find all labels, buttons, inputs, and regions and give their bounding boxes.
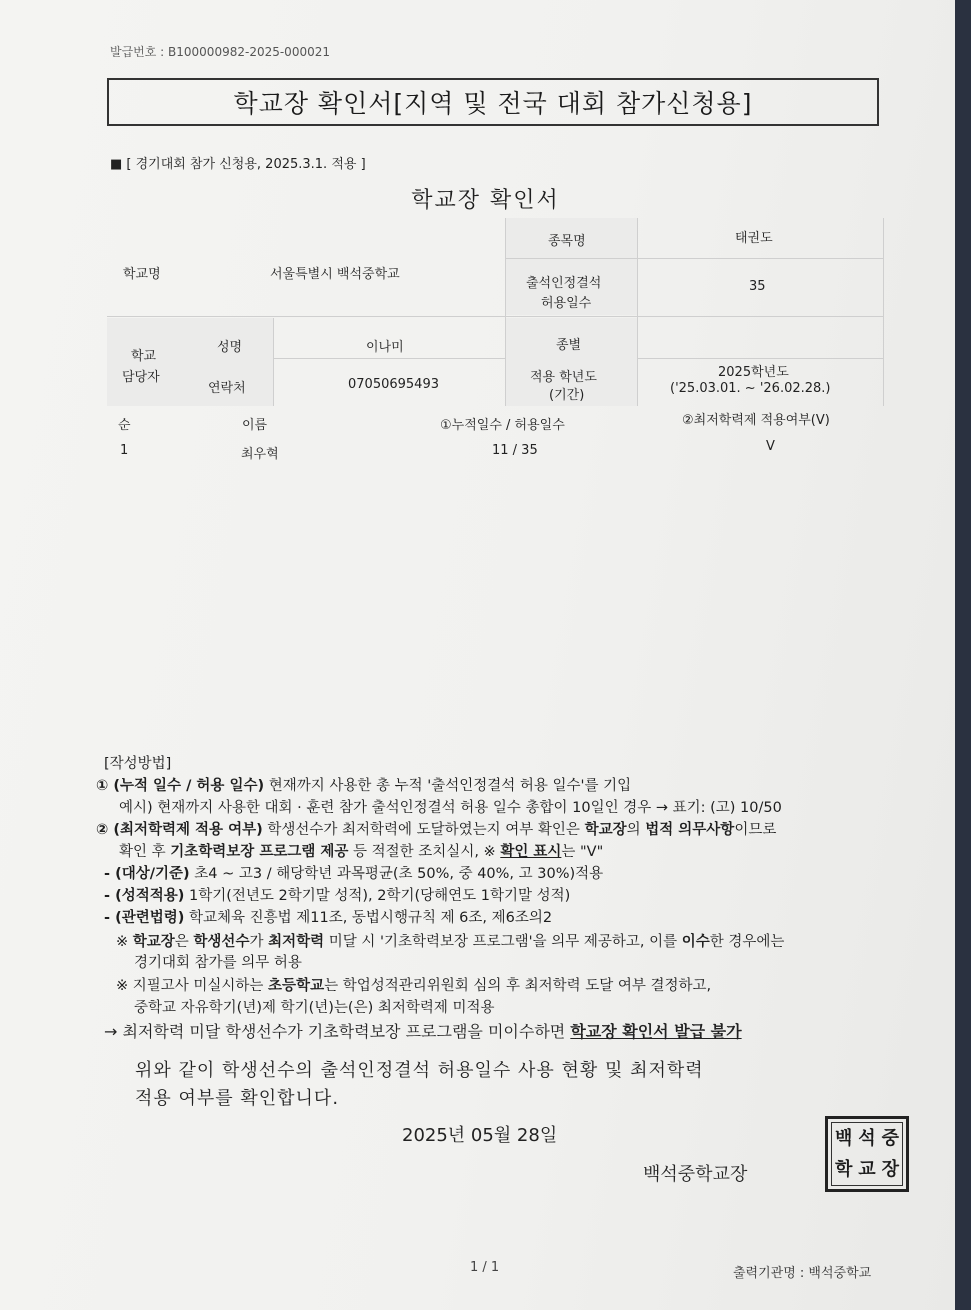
type-label: 종별 xyxy=(556,338,582,353)
form-title: 학교장 확인서 xyxy=(411,188,560,213)
instruction-line-5: - (대상/기준) 초4 ~ 고3 / 해당학년 과목평균(초 50%, 중 40%, 고 30%)적용 xyxy=(104,866,604,882)
attendance-label-1: 출석인정결석 xyxy=(526,276,602,291)
instruction-line-3: ② (최저학력제 적용 여부) 학생선수가 최저학력에 도달하였는지 여부 확인은 학교장의 법적 의무사항이므로 xyxy=(96,822,777,838)
category-line: ■ [ 경기대회 참가 신청용, 2025.3.1. 적용 ] xyxy=(110,157,366,172)
header-name: 이름 xyxy=(242,418,268,433)
attendance-value: 35 xyxy=(749,279,766,294)
year-label-1: 적용 학년도 xyxy=(530,370,597,385)
instruction-line-10: ※ 지필고사 미실시하는 초등학교는 학업성적관리위원회 심의 후 최저학력 도달 여부 결정하고, xyxy=(116,978,712,994)
school-name-value: 서울특별시 백석중학교 xyxy=(270,267,400,282)
confirm-text-1: 위와 같이 학생선수의 출석인정결석 허용일수 사용 현황 및 최저학력 xyxy=(135,1060,704,1081)
instruction-line-8: ※ 학교장은 학생선수가 최저학력 미달 시 '기초학력보장 프로그램'을 의무 제공하고, 이를 이수한 경우에는 xyxy=(116,934,785,950)
contact-value: 07050695493 xyxy=(348,377,439,392)
issue-number: 발급번호 : B100000982-2025-000021 xyxy=(110,45,330,59)
issue-date: 2025년 05월 28일 xyxy=(402,1125,558,1146)
instructions-heading: [작성방법] xyxy=(104,756,172,772)
school-name-label: 학교명 xyxy=(123,267,161,282)
sport-value: 태권도 xyxy=(735,231,773,246)
manager-label-2: 담당자 xyxy=(122,370,160,385)
instruction-line-9: 경기대회 참가를 의무 허용 xyxy=(134,955,302,971)
year-value-2: ('25.03.01. ~ '26.02.28.) xyxy=(670,381,831,396)
page-number: 1 / 1 xyxy=(470,1260,500,1275)
table-row-name: 최우혁 xyxy=(241,447,279,462)
year-value-1: 2025학년도 xyxy=(718,365,789,380)
attendance-label-2: 허용일수 xyxy=(541,296,592,311)
table-row-days: 11 / 35 xyxy=(492,443,538,458)
confirm-text-2: 적용 여부를 확인합니다. xyxy=(135,1088,340,1109)
instruction-line-2: 예시) 현재까지 사용한 대회 · 훈련 참가 출석인정결석 허용 일수 총합이 10일인 경우 → 표기: (고) 10/50 xyxy=(119,800,782,816)
instruction-line-11: 중학교 자유학기(년)제 학기(년)는(은) 최저학력제 미적용 xyxy=(134,1000,495,1016)
name-label: 성명 xyxy=(217,340,243,355)
official-seal-icon: 백 석 중 학 교 장 xyxy=(825,1116,909,1192)
contact-label: 연락처 xyxy=(208,381,246,396)
name-value: 이나미 xyxy=(366,340,404,355)
instruction-line-12: → 최저학력 미달 학생선수가 기초학력보장 프로그램을 미이수하면 학교장 확인서 발급 불가 xyxy=(104,1022,742,1041)
header-days: ①누적일수 / 허용일수 xyxy=(440,418,565,433)
output-organization: 출력기관명 : 백석중학교 xyxy=(733,1266,872,1281)
principal-name: 백석중학교장 xyxy=(643,1164,748,1185)
header-index: 순 xyxy=(118,418,131,433)
document-title: 학교장 확인서[지역 및 전국 대회 참가신청용] xyxy=(107,78,879,126)
table-row-check: V xyxy=(766,439,775,454)
table-row-index: 1 xyxy=(120,443,129,458)
header-min-academic: ②최저학력제 적용여부(V) xyxy=(682,413,830,428)
manager-label-1: 학교 xyxy=(131,349,157,364)
instruction-line-1: ① (누적 일수 / 허용 일수) 현재까지 사용한 총 누적 '출석인정결석 허용 일수'를 기입 xyxy=(96,778,632,794)
instruction-line-7: - (관련법령) 학교체육 진흥법 제11조, 동법시행규칙 제 6조, 제6조의2 xyxy=(104,910,553,926)
instruction-line-4: 확인 후 기초학력보장 프로그램 제공 등 적절한 조치실시, ※ 확인 표시는 "V" xyxy=(119,844,604,860)
year-label-2: (기간) xyxy=(549,388,585,403)
instruction-line-6: - (성적적용) 1학기(전년도 2학기말 성적), 2학기(당해연도 1학기말 성적) xyxy=(104,888,571,904)
sport-label: 종목명 xyxy=(548,234,586,249)
